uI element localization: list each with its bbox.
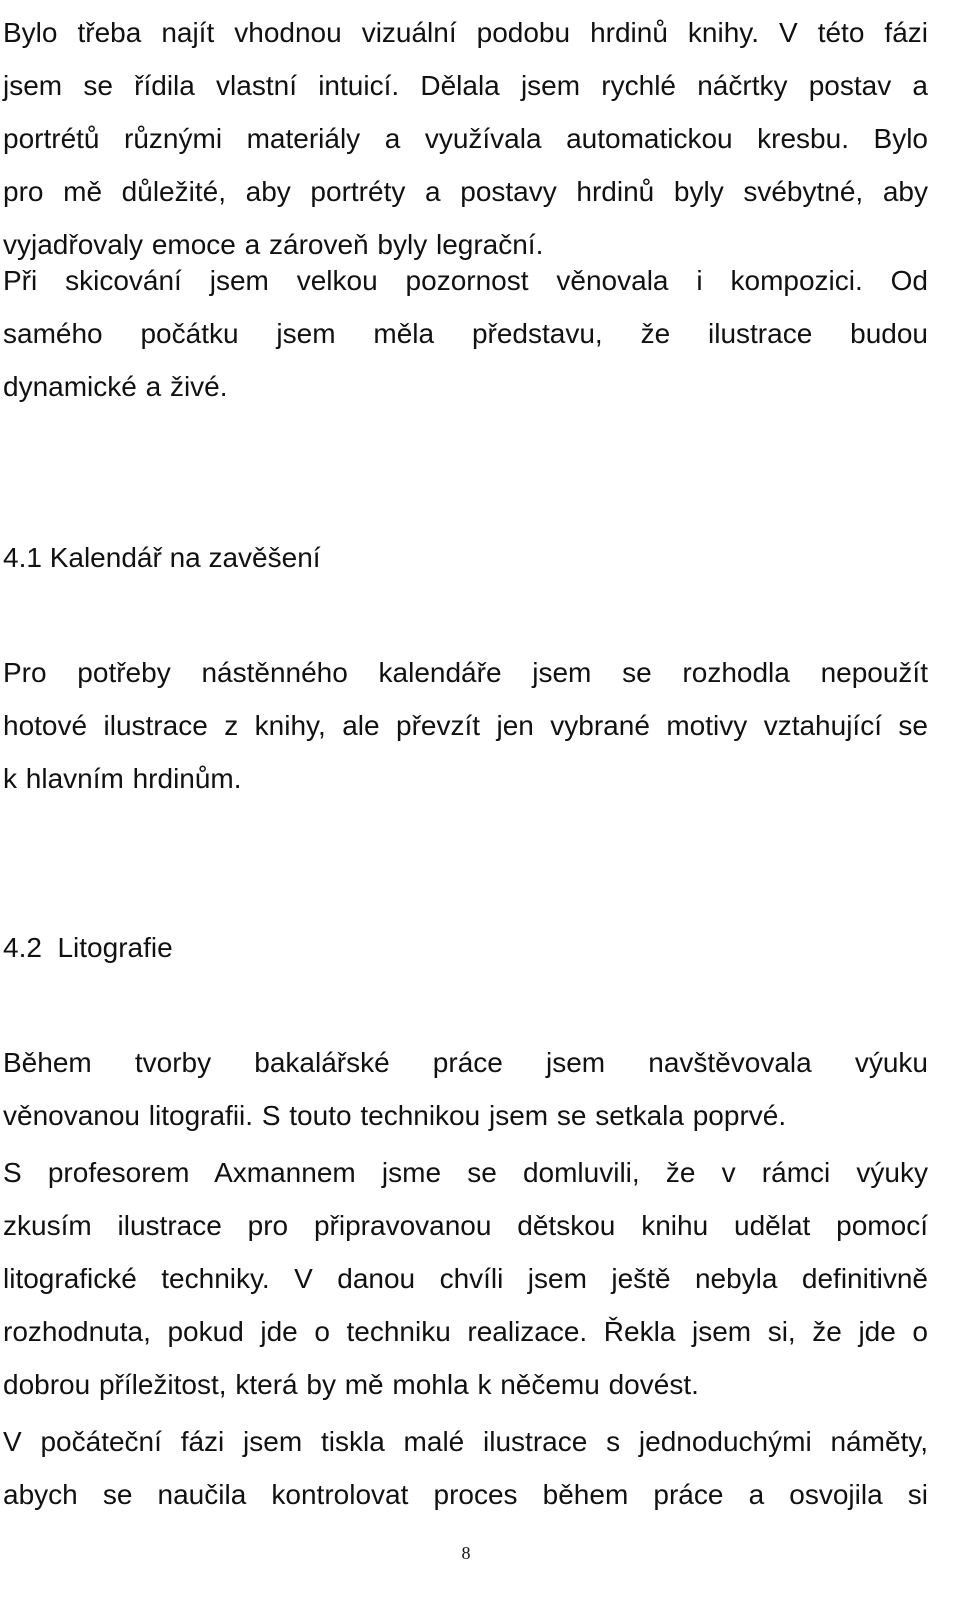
paragraph-intro <box>3 6 928 271</box>
text-line: zkusím ilustrace pro připravovanou dětskou knihu udělat pomocí <box>3 1210 928 1241</box>
paragraph-professor-axmann <box>3 1146 928 1411</box>
paragraph-calendar <box>3 646 928 805</box>
text-line: litografické techniky. V danou chvíli jsem ještě nebyla definitivně <box>3 1263 928 1294</box>
text-line: pro mě důležité, aby portréty a postavy hrdinů byly svébytné, aby <box>3 176 928 207</box>
text-line: S profesorem Axmannem jsme se domluvili, že v rámci výuky <box>3 1157 928 1188</box>
paragraph-lithography-intro <box>3 1036 928 1142</box>
text-line: věnovanou litografii. S touto technikou jsem se setkala poprvé. <box>3 1100 787 1131</box>
text-line: k hlavním hrdinům. <box>3 763 242 794</box>
text-line: dynamické a živé. <box>3 371 228 402</box>
text-line: Pro potřeby nástěnného kalendáře jsem se rozhodla nepoužít <box>3 657 928 688</box>
page-number: 8 <box>461 1543 471 1563</box>
text-line: hotové ilustrace z knihy, ale převzít jen vybrané motivy vztahující se <box>3 710 928 741</box>
section-heading-4-1: 4.1 Kalendář na zavěšení <box>3 542 321 573</box>
text-line: rozhodnuta, pokud jde o techniku realizace. Řekla jsem si, že jde o <box>3 1316 928 1347</box>
text-line: Během tvorby bakalářské práce jsem navštěvovala výuku <box>3 1047 928 1078</box>
text-line: Bylo třeba najít vhodnou vizuální podobu hrdinů knihy. V této fázi <box>3 17 928 48</box>
text-line: portrétů různými materiály a využívala automatickou kresbu. Bylo <box>3 123 928 154</box>
section-heading-4-2: 4.2 Litografie <box>3 932 173 963</box>
text-line: Při skicování jsem velkou pozornost věnovala i kompozici. Od <box>3 265 928 296</box>
paragraph-composition <box>3 254 928 413</box>
text-line: V počáteční fázi jsem tiskla malé ilustrace s jednoduchými náměty, <box>3 1426 928 1457</box>
text-line: dobrou příležitost, která by mě mohla k něčemu dovést. <box>3 1369 699 1400</box>
text-line: abych se naučila kontrolovat proces během práce a osvojila si <box>3 1479 928 1510</box>
paragraph-initial-phase <box>3 1415 928 1521</box>
text-line: jsem se řídila vlastní intuicí. Dělala jsem rychlé náčrtky postav a <box>3 70 928 101</box>
text-line: samého počátku jsem měla představu, že ilustrace budou <box>3 318 928 349</box>
text-line: vyjadřovaly emoce a zároveň byly legrační. <box>3 229 544 260</box>
